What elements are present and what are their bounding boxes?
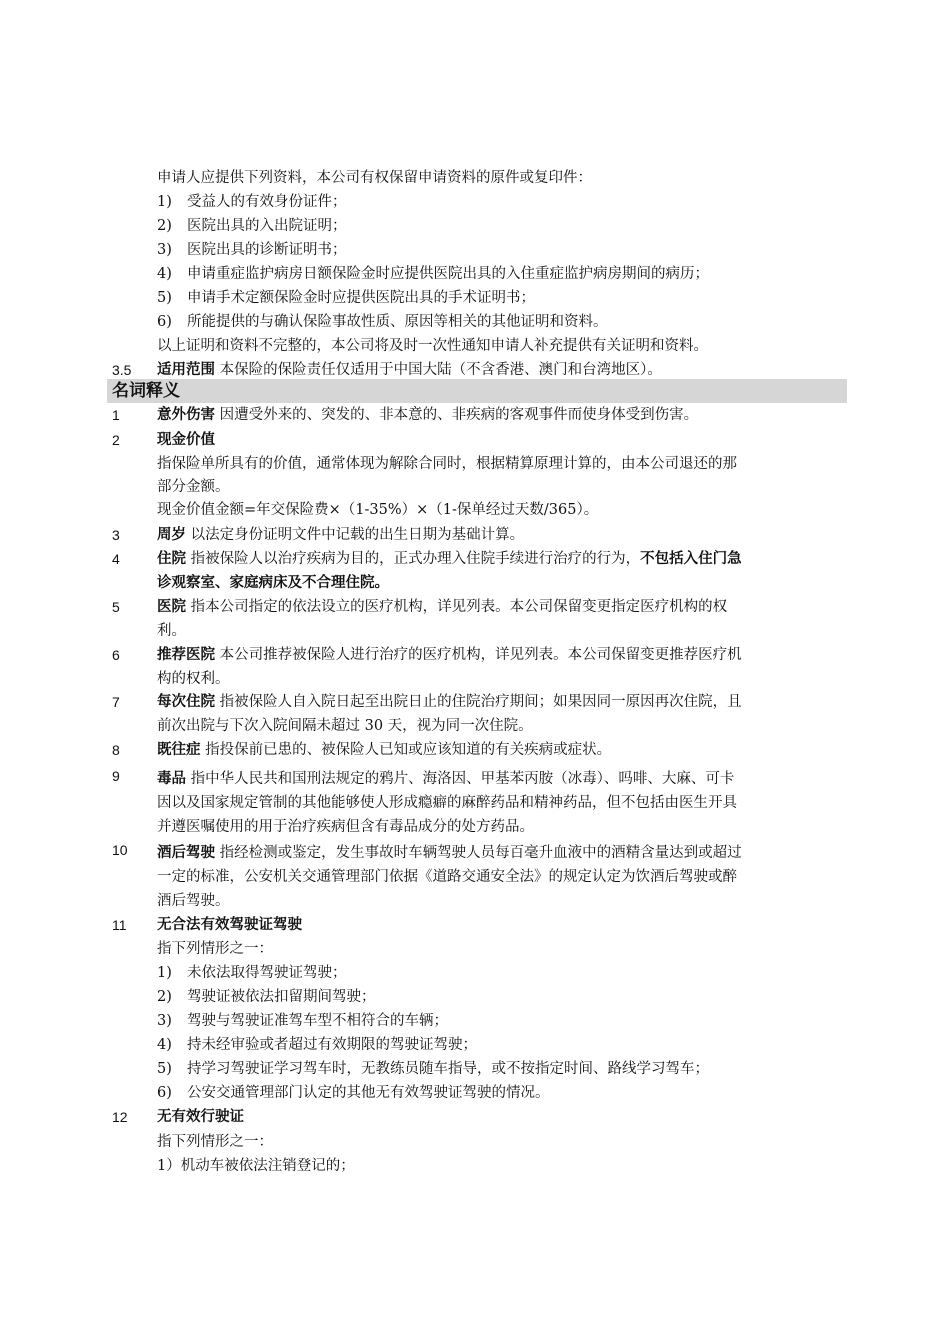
claims-item	[157, 240, 347, 260]
term-number: 9	[112, 768, 120, 784]
item-text: 未依法取得驾驶证驾驶；	[187, 965, 347, 981]
term-number: 11	[112, 917, 127, 933]
term-emphasis: 不包括入住门急	[640, 551, 742, 567]
term-emphasis: 诊观察室、家庭病床及不合理住院。	[157, 575, 389, 591]
term-number: 4	[112, 551, 120, 567]
term-text: 指被保险人以治疗疾病为目的，正式办理入住院手续进行治疗的行为，	[190, 551, 641, 567]
term-text: 酒后驾驶。	[157, 893, 230, 909]
list-item	[157, 1035, 477, 1055]
claims-item	[157, 312, 608, 332]
term-text: 指保险单所具有的价值，通常体现为解除合同时，根据精算原理计算的，由本公司退还的那	[157, 456, 737, 472]
item-text: 驾驶证被依法扣留期间驾驶；	[187, 989, 376, 1005]
term-text: 本公司推荐被保险人进行治疗的医疗机构，详见列表。本公司保留变更推荐医疗机	[219, 647, 742, 663]
term-text: 利。	[157, 623, 186, 639]
section-number: 3.5	[112, 362, 132, 378]
term-definition	[157, 525, 524, 545]
cash-value-formula: 现金价值金额=年交保险费×（1-35%）×（1-保单经过天数/365）。	[157, 502, 599, 518]
item-index: 2)	[157, 218, 172, 234]
list-item	[157, 1083, 550, 1103]
term-text: 构的权利。	[157, 671, 230, 687]
claims-intro: 申请人应提供下列资料，本公司有权保留申请资料的原件或复印件：	[157, 170, 592, 186]
claims-item	[157, 192, 347, 212]
term-text: 以法定身份证明文件中记载的出生日期为基础计算。	[190, 527, 525, 543]
item-text: 持学习驾驶证学习驾车时，无教练员随车指导，或不按指定时间、路线学习驾车；	[187, 1061, 709, 1077]
term-definition	[157, 740, 611, 760]
item-text: 受益人的有效身份证件；	[187, 194, 347, 210]
item-index: 6)	[157, 314, 172, 330]
glossary-heading-bar	[107, 379, 847, 403]
item-index: 1)	[157, 194, 172, 210]
item-index: 3)	[157, 1013, 172, 1029]
item-index: 5)	[157, 290, 172, 306]
list-item	[157, 987, 376, 1007]
term-definition	[157, 692, 742, 712]
term-title: 酒后驾驶	[157, 845, 215, 861]
term-number: 1	[112, 407, 120, 423]
term-text: 指中华人民共和国刑法规定的鸦片、海洛因、甲基苯丙胺（冰毒）、吗啡、大麻、可卡	[190, 771, 735, 787]
term-definition	[157, 549, 742, 569]
term-title: 意外伤害	[157, 407, 215, 423]
claims-item	[157, 264, 709, 284]
item-index: 6)	[157, 1085, 172, 1101]
term-number: 2	[112, 432, 120, 448]
term-text: 指下列情形之一：	[157, 941, 273, 957]
term-title: 住院	[157, 551, 186, 567]
term-title: 无有效行驶证	[157, 1109, 244, 1125]
claims-item	[157, 288, 535, 308]
term-text: 因遭受外来的、突发的、非本意的、非疾病的客观事件而使身体受到伤害。	[219, 407, 699, 423]
list-item	[157, 1059, 709, 1079]
term-number: 5	[112, 599, 120, 615]
term-definition	[157, 645, 742, 665]
term-number: 12	[112, 1109, 128, 1125]
term-number: 10	[112, 842, 128, 858]
item-text: 公安交通管理部门认定的其他无有效驾驶证驾驶的情况。	[187, 1085, 550, 1101]
item-text: 驾驶与驾驶证准驾车型不相符合的车辆；	[187, 1013, 448, 1029]
item-index: 3)	[157, 242, 172, 258]
glossary-heading: 名词释义	[112, 381, 180, 401]
term-title: 毒品	[157, 771, 186, 787]
item-index: 4)	[157, 266, 172, 282]
term-title: 医院	[157, 599, 186, 615]
term-definition	[157, 597, 727, 617]
term-text: 一定的标准，公安机关交通管理部门依据《道路交通安全法》的规定认定为饮酒后驾驶或醉	[157, 869, 737, 885]
claims-item	[157, 216, 347, 236]
item-text: 医院出具的入出院证明；	[187, 218, 347, 234]
term-title: 每次住院	[157, 694, 215, 710]
item-index: 1)	[157, 965, 172, 981]
term-title: 推荐医院	[157, 647, 215, 663]
term-number: 8	[112, 742, 120, 758]
scope-paragraph	[157, 360, 662, 380]
term-number: 7	[112, 694, 120, 710]
item-text: 所能提供的与确认保险事故性质、原因等相关的其他证明和资料。	[187, 314, 608, 330]
term-definition	[157, 405, 698, 425]
item-index: 4)	[157, 1037, 172, 1053]
term-definition	[157, 769, 734, 789]
term-title: 既往症	[157, 742, 201, 758]
item-text: 持未经审验或者超过有效期限的驾驶证驾驶；	[187, 1037, 477, 1053]
term-text: 前次出院与下次入院间隔未超过 30 天，视为同一次住院。	[157, 718, 533, 734]
item-text: 申请重症监护病房日额保险金时应提供医院出具的入住重症监护病房期间的病历；	[187, 266, 709, 282]
item-text: 医院出具的诊断证明书；	[187, 242, 347, 258]
list-item	[157, 963, 347, 983]
term-number: 3	[112, 527, 120, 543]
term-text: 指下列情形之一：	[157, 1134, 273, 1150]
claims-note: 以上证明和资料不完整的，本公司将及时一次性通知申请人补充提供有关证明和资料。	[157, 338, 708, 354]
term-definition	[157, 843, 742, 863]
item-text: 申请手术定额保险金时应提供医院出具的手术证明书；	[187, 290, 535, 306]
scope-text: 本保险的保险责任仅适用于中国大陆（不含香港、澳门和台湾地区）。	[219, 362, 662, 378]
term-text: 并遵医嘱使用的用于治疗疾病但含有毒品成分的处方药品。	[157, 819, 534, 835]
term-title: 周岁	[157, 527, 186, 543]
term-text: 指投保前已患的、被保险人已知或应该知道的有关疾病或症状。	[205, 742, 612, 758]
term-title: 无合法有效驾驶证驾驶	[157, 917, 302, 933]
term-text: 指经检测或鉴定，发生事故时车辆驾驶人员每百毫升血液中的酒精含量达到或超过	[219, 845, 742, 861]
term-text: 因以及国家规定管制的其他能够使人形成瘾癖的麻醉药品和精神药品，但不包括由医生开具	[157, 795, 737, 811]
term-text: 指被保险人自入院日起至出院日止的住院治疗期间；如果因同一原因再次住院，且	[219, 694, 742, 710]
term-text: 指本公司指定的依法设立的医疗机构，详见列表。本公司保留变更指定医疗机构的权	[190, 599, 728, 615]
item-index: 5)	[157, 1061, 172, 1077]
term-text: 部分金额。	[157, 479, 230, 495]
scope-term: 适用范围	[157, 362, 215, 378]
item-index: 2)	[157, 989, 172, 1005]
term-title: 现金价值	[157, 432, 215, 448]
list-item: 1）机动车被依法注销登记的；	[157, 1158, 355, 1174]
term-number: 6	[112, 647, 120, 663]
list-item	[157, 1011, 448, 1031]
